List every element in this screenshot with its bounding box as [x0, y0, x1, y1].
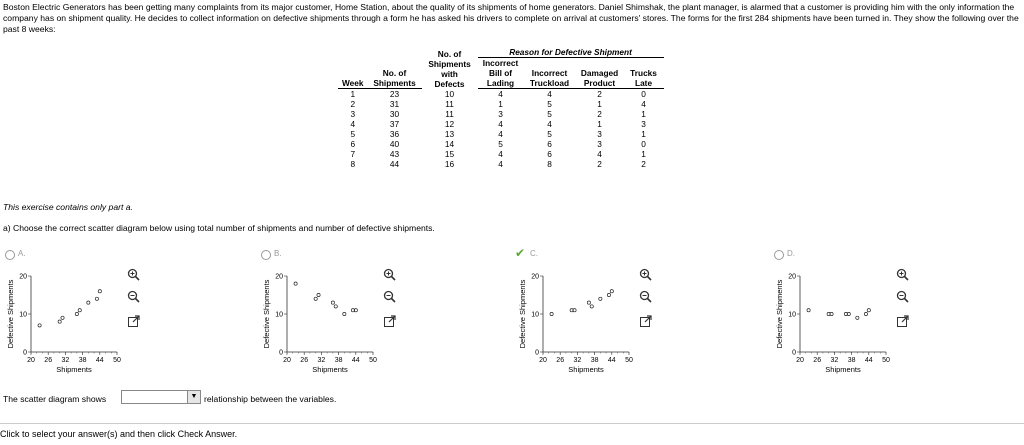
table-cell-bill: 4 — [498, 119, 503, 129]
table-cell-truckload: 4 — [547, 119, 552, 129]
table-row — [338, 99, 664, 109]
table-row — [338, 149, 664, 159]
table-cell-week: 5 — [350, 129, 356, 139]
option-b-label: B. — [274, 249, 282, 258]
table-cell-damaged: 2 — [597, 89, 602, 99]
y-tick-label: 0 — [279, 349, 283, 357]
table-cell-shipments: 30 — [389, 109, 400, 119]
table-cell-defects: 12 — [444, 119, 455, 129]
table-cell-shipments: 36 — [389, 129, 400, 139]
table-row — [338, 89, 664, 100]
scatter-chart-a — [3, 266, 128, 381]
table-cell-late: 0 — [641, 89, 646, 99]
x-tick-label: 44 — [607, 357, 616, 364]
y-axis-label: Defective Shipments — [6, 279, 15, 349]
y-tick-label: 20 — [531, 273, 539, 281]
table-cell-week: 7 — [350, 149, 356, 159]
option-d-radio[interactable] — [774, 250, 784, 260]
x-tick-label: 44 — [864, 357, 873, 364]
y-tick-label: 0 — [23, 349, 27, 357]
scatter-point — [343, 312, 346, 315]
zoom-out-icon[interactable] — [127, 290, 140, 303]
table-cell-late: 4 — [641, 99, 646, 109]
scatter-point — [610, 290, 613, 293]
option-a[interactable] — [3, 248, 259, 383]
table-cell-defects: 11 — [445, 109, 454, 119]
table-cell-truckload: 5 — [547, 99, 552, 109]
open-new-window-icon[interactable] — [896, 315, 909, 328]
table-row — [338, 119, 664, 129]
question-text: a) Choose the correct scatter diagram below using total number of shipments and number of defective shipments. — [3, 223, 435, 233]
option-d-label: D. — [787, 249, 795, 258]
table-cell-week: 6 — [350, 139, 356, 149]
y-axis-label: Defective Shipments — [518, 279, 527, 349]
scatter-point — [587, 301, 590, 304]
dropdown-arrow-icon[interactable]: ▼ — [187, 391, 200, 403]
table-row — [338, 159, 664, 169]
zoom-in-icon[interactable] — [896, 268, 909, 281]
scatter-point — [61, 316, 64, 319]
table-cell-late: 3 — [641, 119, 646, 129]
x-tick-label: 26 — [556, 357, 565, 364]
zoom-in-icon[interactable] — [383, 268, 396, 281]
table-cell-damaged: 2 — [597, 159, 602, 169]
x-tick-label: 26 — [300, 357, 309, 364]
scatter-point — [856, 316, 859, 319]
table-cell-week: 1 — [350, 89, 356, 99]
x-tick-label: 20 — [27, 357, 35, 364]
table-cell-defects: 13 — [444, 129, 455, 139]
correct-check-icon: ✔ — [515, 246, 526, 260]
table-cell-bill: 4 — [498, 159, 503, 169]
table-cell-shipments: 40 — [389, 139, 400, 149]
table-cell-damaged: 1 — [597, 99, 602, 109]
table-cell-week: 8 — [350, 159, 356, 169]
x-tick-label: 26 — [44, 357, 53, 364]
y-tick-label: 10 — [19, 311, 27, 319]
zoom-out-icon[interactable] — [639, 290, 652, 303]
open-new-window-icon[interactable] — [383, 315, 396, 328]
hdr-damaged: Damaged Product — [576, 58, 624, 89]
x-tick-label: 50 — [882, 357, 890, 364]
table-cell-truckload: 5 — [547, 109, 552, 119]
table-cell-bill: 4 — [498, 149, 503, 159]
x-tick-label: 20 — [283, 357, 291, 364]
table-cell-damaged: 3 — [597, 129, 602, 139]
hdr-late: Trucks Late — [624, 58, 664, 89]
y-tick-label: 10 — [788, 311, 796, 319]
table-cell-damaged: 2 — [597, 109, 602, 119]
table-cell-week: 3 — [350, 109, 356, 119]
x-tick-label: 44 — [95, 357, 104, 364]
x-tick-label: 50 — [369, 357, 377, 364]
hdr-defects: No. of Shipments with Defects — [428, 48, 471, 89]
reason-header: Reason for Defective Shipment — [478, 47, 664, 58]
option-b-radio[interactable] — [261, 250, 271, 260]
divider — [0, 423, 1024, 424]
x-tick-label: 50 — [113, 357, 121, 364]
answer-suffix: relationship between the variables. — [204, 394, 337, 404]
x-axis-label: Shipments — [568, 365, 604, 374]
table-cell-damaged: 1 — [597, 119, 602, 129]
table-row — [338, 139, 664, 149]
table-cell-truckload: 4 — [547, 89, 552, 99]
zoom-out-icon[interactable] — [383, 290, 396, 303]
x-tick-label: 32 — [317, 357, 326, 364]
table-cell-defects: 10 — [444, 88, 455, 99]
scatter-chart-b — [259, 266, 384, 381]
y-tick-label: 0 — [792, 349, 796, 357]
x-tick-label: 50 — [625, 357, 633, 364]
table-cell-shipments: 37 — [389, 119, 400, 129]
y-tick-label: 10 — [531, 311, 539, 319]
scatter-point — [98, 290, 101, 293]
table-cell-defects: 11 — [445, 99, 454, 109]
y-tick-label: 20 — [788, 273, 796, 281]
y-tick-label: 20 — [19, 273, 27, 281]
hdr-shipments: No. of Shipments — [368, 58, 422, 89]
scatter-point — [331, 301, 334, 304]
table-cell-late: 1 — [641, 129, 646, 139]
zoom-out-icon[interactable] — [896, 290, 909, 303]
exercise-note: This exercise contains only part a. — [3, 202, 133, 212]
y-axis-label: Defective Shipments — [262, 279, 271, 349]
scatter-point — [334, 305, 337, 308]
table-row — [338, 109, 664, 119]
scatter-point — [867, 309, 870, 312]
hdr-truckload: Incorrect Truckload — [524, 58, 576, 89]
scatter-point — [590, 305, 593, 308]
x-tick-label: 38 — [590, 357, 599, 364]
option-a-label: A. — [18, 249, 26, 258]
table-cell-shipments: 43 — [389, 149, 400, 159]
y-axis-label: Defective Shipments — [775, 279, 784, 349]
scatter-point — [294, 282, 297, 285]
scatter-point — [807, 309, 810, 312]
table-cell-defects: 15 — [444, 149, 455, 159]
answer-prefix: The scatter diagram shows — [3, 394, 107, 404]
table-cell-late: 2 — [641, 159, 646, 169]
option-c[interactable] — [515, 248, 771, 383]
hdr-bill: Incorrect Bill of Lading — [478, 58, 524, 89]
scatter-point — [314, 297, 317, 300]
y-tick-label: 10 — [275, 311, 283, 319]
table-cell-damaged: 4 — [597, 149, 602, 159]
x-axis-label: Shipments — [825, 365, 861, 374]
table-cell-truckload: 6 — [547, 139, 552, 149]
scatter-point — [75, 312, 78, 315]
scatter-point — [38, 324, 41, 327]
table-cell-shipments: 31 — [389, 99, 400, 109]
table-cell-shipments: 23 — [389, 89, 400, 99]
zoom-in-icon[interactable] — [639, 268, 652, 281]
x-tick-label: 32 — [830, 357, 839, 364]
open-new-window-icon[interactable] — [639, 315, 652, 328]
table-cell-week: 2 — [350, 99, 356, 109]
x-tick-label: 38 — [334, 357, 343, 364]
x-axis-label: Shipments — [312, 365, 348, 374]
option-b[interactable] — [259, 248, 515, 383]
x-tick-label: 32 — [61, 357, 70, 364]
table-cell-shipments: 44 — [389, 159, 400, 169]
scatter-point — [864, 312, 867, 315]
scatter-point — [58, 320, 61, 323]
table-row — [338, 129, 664, 139]
x-tick-label: 44 — [351, 357, 360, 364]
table-cell-defects: 14 — [444, 139, 455, 149]
scatter-point — [87, 301, 90, 304]
scatter-point — [95, 297, 98, 300]
scatter-point — [607, 293, 610, 296]
option-d[interactable] — [772, 248, 1024, 383]
hdr-week: Week — [338, 58, 368, 89]
table-cell-truckload: 6 — [547, 149, 552, 159]
table-cell-week: 4 — [350, 119, 356, 129]
x-axis-label: Shipments — [56, 365, 92, 374]
open-new-window-icon[interactable] — [127, 315, 140, 328]
scatter-point — [78, 309, 81, 312]
table-cell-bill: 1 — [498, 99, 503, 109]
y-tick-label: 0 — [535, 349, 539, 357]
x-tick-label: 38 — [78, 357, 87, 364]
table-cell-late: 1 — [641, 149, 646, 159]
x-tick-label: 32 — [573, 357, 582, 364]
scatter-point — [317, 293, 320, 296]
scatter-chart-d — [772, 266, 897, 381]
table-cell-bill: 3 — [498, 109, 503, 119]
table-cell-bill: 4 — [498, 129, 503, 139]
table-cell-damaged: 3 — [597, 139, 602, 149]
x-tick-label: 20 — [796, 357, 804, 364]
table-cell-truckload: 5 — [547, 129, 552, 139]
table-cell-late: 0 — [641, 139, 646, 149]
table-cell-bill: 4 — [498, 89, 503, 99]
option-c-label: C. — [530, 249, 538, 258]
y-tick-label: 20 — [275, 273, 283, 281]
relationship-dropdown[interactable] — [121, 390, 201, 404]
option-a-radio[interactable] — [5, 250, 15, 260]
table-cell-bill: 5 — [498, 139, 503, 149]
scatter-point — [599, 297, 602, 300]
x-tick-label: 20 — [539, 357, 547, 364]
scatter-chart-c — [515, 266, 640, 381]
data-table — [338, 47, 664, 169]
problem-intro: Boston Electric Generators has been getting many complaints from its major customer, Home Station, about the quality of its shipments of home generators. Daniel Shimshak, the plant manager, is alarmed that a customer is providing him with the only information the company has on shipment quality. He decides to collect information on defective shipments through a form he has asked his drivers to complete on arrival at customers' stores. The forms for the first 284 shipments have been turned in. They show the following over the past 8 weeks: — [3, 2, 1019, 34]
table-cell-truckload: 8 — [547, 159, 552, 169]
table-cell-defects: 16 — [444, 159, 455, 169]
x-tick-label: 26 — [813, 357, 822, 364]
zoom-in-icon[interactable] — [127, 268, 140, 281]
table-cell-late: 1 — [641, 109, 646, 119]
scatter-point — [550, 312, 553, 315]
x-tick-label: 38 — [847, 357, 856, 364]
footer-instruction: Click to select your answer(s) and then click Check Answer. — [0, 429, 238, 439]
